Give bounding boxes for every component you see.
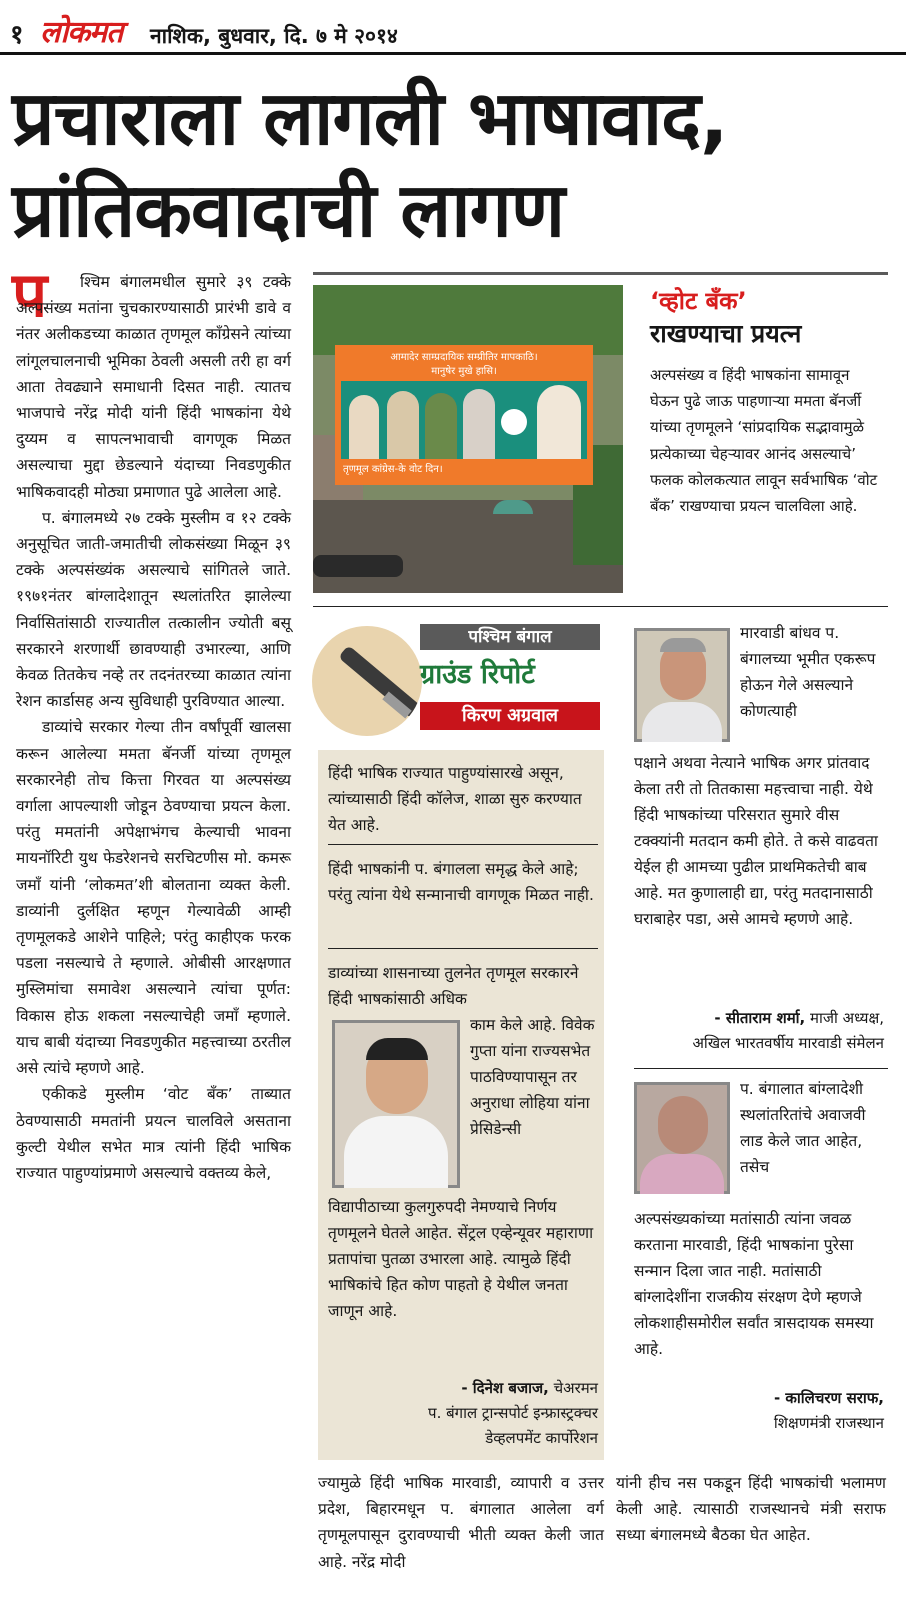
drop-cap: प: [12, 258, 48, 331]
divider-1: [313, 606, 888, 607]
article-body-right: यांनी हीच नस पकडून हिंदी भाषकांची भलामण केली आहे. त्यासाठी राजस्थानचे मंत्री सराफ सध्या बंगालमध्ये बैठका घेत आहेत.: [616, 1474, 886, 1545]
portrait-sitaram-sharma: [634, 628, 730, 742]
left-paragraph-3: डाव्यांचे सरकार गेल्या तीन वर्षांपूर्वी खालसा करून आलेल्या ममता बॅनर्जी यांच्या तृणमूल सरकारनेही तोच कित्ता गिरवत या अल्पसंख्य वर्गाला आपल्याशी जोडून ठेवण्याचा प्रयत्न केला. परंतु ममतांनी अपेक्षाभंगच केल्याची भावना मायनॉरिटी युथ फेडरेशनचे सरचिटणीस मो. कमरू जमाँ यांनी ‘लोकमत’शी बोलताना व्यक्त केली. डाव्यांनी दुर्लक्षित म्हणून गेल्यावेळी आम्ही तृणमूलकडे आशेने पाहिले; परंतु काहीएक फरक पडला नसल्याचे ते म्हणाले. ओबीसी आरक्षणात मुस्लिमांचा समावेश असल्याने त्यांचा पूर्णत: विकास होऊ शकला नसल्याचेही जमाँ म्हणाले. याच बाबी यंदाच्या निवडणुकीत महत्त्वाच्या ठरतील असे त्यांचे म्हणणे आहे.: [16, 718, 291, 1078]
quote-2: हिंदी भाषकांनी प. बंगालला समृद्ध केले आहे; परंतु त्यांना येथे सन्मानाची वागणूक मिळत नाही.: [328, 860, 594, 904]
news-photo: [313, 285, 623, 593]
sig-name-dinesh: - दिनेश बजाज,: [461, 1379, 549, 1397]
quote-1: हिंदी भाषिक राज्यात पाहुण्यांसारखे असून, त्यांच्यासाठी हिंदी कॉलेज, शाळा सुरु करण्यात येत आहे.: [328, 764, 582, 834]
ground-report-label-text: ग्राउंड रिपोर्ट: [420, 659, 535, 690]
sidebar-title: राखण्याचा प्रयत्न: [650, 319, 802, 348]
ground-report-label: [420, 652, 600, 698]
campaign-banner: [335, 345, 593, 485]
signature-sitaram-sharma: [600, 1006, 884, 1056]
left-paragraph-2: प. बंगालमध्ये २७ टक्के मुस्लीम व १२ टक्के अनुसूचित जाती-जमातीची लोकसंख्या मिळून ३९ टक्के अल्पसंख्यंक असल्याचे सांगितले जाते. १९७१नंतर बांग्लादेशातून स्थलांतरित झालेल्या निर्वासितांसाठी राज्यातील तत्कालीन ज्योती बसू सरकारने शरणार्थी छावण्याही उभारल्या, आणि केवळ तितकेच नव्हे तर तदनंतरच्या काळात त्यांना रेशन कार्डासह अन्य सुविधाही पुरविण्यात आल्या.: [16, 508, 291, 711]
quote-divider-1: [328, 844, 598, 845]
banner-footer: तृणमूल कांग्रेस-के वोट दिन।: [343, 464, 443, 475]
quote-saraf-side: प. बंगालात बांग्लादेशी स्थलांतरितांचे अवाजवी लाड केले जात आहेत, तसेच: [740, 1080, 866, 1176]
sig-name-saraf: - कालिचरण सराफ,: [773, 1389, 884, 1407]
ground-report-reporter: किरण अग्रवाल: [420, 702, 600, 730]
quote-3-side: काम केले आहे. विवेक गुप्ता यांना राज्यसभेत पाठविण्यापासून तर अनुराधा लोहिया यांना प्रेसिडेन्सी: [470, 1016, 595, 1138]
newspaper-logo: लोकमत: [40, 15, 123, 50]
sig-role-dinesh-2: प. बंगाल ट्रान्सपोर्ट इन्फ्रास्ट्रक्चर: [428, 1404, 598, 1422]
page-number: १: [10, 20, 24, 50]
sig-role-sharma-1: माजी अध्यक्ष,: [810, 1009, 884, 1027]
quote-3-top: डाव्यांच्या शासनाच्या तुलनेत तृणमूल सरकारने हिंदी भाषकांसाठी अधिक: [328, 964, 579, 1008]
quote-3-bottom: विद्यापीठाच्या कुलगुरुपदी नेमण्याचे निर्णय तृणमूलने घेतले आहेत. सेंट्रल एव्हेन्यूवर महाराणा प्रतापांचा पुतळा उभारला आहे. त्यामुळे हिंदी भाषिकांचे हित कोण पाहतो हे येथील जनता जाणून आहे.: [328, 1198, 594, 1320]
headline-line-2: प्रांतिकवादाची लागण: [12, 166, 565, 254]
sig-name-sharma: - सीताराम शर्मा,: [714, 1009, 806, 1027]
ground-report-region: पश्चिम बंगाल: [420, 624, 600, 650]
headline-line-1: प्रचाराला लागली भाषावाद,: [12, 74, 728, 162]
sig-role-dinesh-1: चेअरमन: [553, 1379, 598, 1397]
quote-saraf-body: अल्पसंख्यकांच्या मतांसाठी त्यांना जवळ करताना मारवाडी, हिंदी भाषकांना पुरेसा सन्मान दिला जात नाही. मतांसाठी बांग्लादेशींना राजकीय संरक्षण देणे म्हणजे लोकशाहीसमोरील सर्वांत त्रासदायक समस्या आहे.: [634, 1210, 874, 1358]
quote-divider-2: [328, 948, 598, 949]
dateline: नाशिक, बुधवार, दि. ७ मे २०१४: [150, 24, 398, 48]
portrait-kalicharan-saraf: [634, 1082, 730, 1194]
headline: [12, 72, 892, 256]
banner-line-1: आमादेर साम्प्रदायिक सम्प्रीतिर मापकाठि।: [390, 352, 538, 363]
sidebar-body: अल्पसंख्य व हिंदी भाषकांना सामावून घेऊन पुढे जाऊ पाहणाऱ्या ममता बॅनर्जी यांच्या तृणमूलने ‘सांप्रदायिक सद्भावामुळे प्रत्येकाच्या चेहऱ्यावर आनंद असल्याचे’ फलक कोलकत्यात लावून सर्वभाषिक ‘वोट बँक’ राखण्याचा प्रयत्न चालविला आहे.: [650, 366, 878, 516]
section-rule: [313, 272, 888, 275]
quote-sharma-body: पक्षाने अथवा नेत्याने भाषिक अगर प्रांतवाद केला तरी तो तितकासा महत्त्वाचा नाही. येथे हिंदी भाषकांच्या परिसरात सुमारे वीस टक्क्यांनी मतदान कमी होते. ते कसे वाढवता येईल ही आमच्या पुढील प्राथमिकतेची बाब आहे. मत कुणालाही द्या, परंतु मतदानासाठी घराबाहेर पडा, असे आमचे म्हणणे आहे.: [634, 754, 878, 928]
sidebar-kicker: ‘व्होट बँक’: [650, 287, 747, 315]
article-body-middle: ज्यामुळे हिंदी भाषिक मारवाडी, व्यापारी व उत्तर प्रदेश, बिहारमधून प. बंगालात आलेला वर्ग तृणमूलपासून दुरावण्याची भीती व्यक्त केली जात आहे. नरेंद्र मोदी: [318, 1474, 604, 1571]
sig-role-sharma-2: अखिल भारतवर्षीय मारवाडी संमेलन: [692, 1034, 884, 1052]
sig-role-dinesh-3: डेव्हलपमेंट कार्पोरेशन: [485, 1429, 598, 1447]
divider-right: [634, 1068, 888, 1069]
left-paragraph-4: एकीकडे मुस्लीम ‘वोट बँक’ ताब्यात ठेवण्यासाठी ममतांनी प्रयत्न चालविले असताना कुल्टी येथील सभेत मात्र त्यांनी हिंदी भाषिक राज्यात पाहुण्यांप्रमाणे असल्याचे वक्तव्य केले,: [16, 1085, 291, 1182]
left-paragraph-1: श्चिम बंगालमधील सुमारे ३९ टक्के अल्पसंख्य मतांना चुचकारण्यासाठी प्रारंभी डावे व नंतर अलीकडच्या काळात तृणमूल काँग्रेसने त्यांच्या लांगूलचालनाची भूमिका ठेवली असली तरी हा वर्ग आता तेवढ्याने समाधानी दिसत नाही. त्यातच भाजपाचे नरेंद्र मोदी यांनी हिंदी भाषकांना येथे दुय्यम व सापत्नभावाची वागणूक मिळत असल्याचा मुद्दा छेडल्याने यंदाच्या निवडणुकीत भाषिकवादही मोठ्या प्रमाणात पुढे आलेला आहे.: [16, 273, 291, 501]
banner-line-2: मानुषेर मुखे हासि।: [431, 366, 497, 377]
masthead-rule: [0, 52, 906, 55]
portrait-dinesh-bajaj: [332, 1020, 460, 1188]
pen-icon: [312, 626, 422, 736]
signature-kalicharan-saraf: [600, 1386, 884, 1436]
quote-sharma-side: मारवाडी बांधव प. बंगालच्या भूमीत एकरूप होऊन गेले असल्याने कोणत्याही: [740, 624, 876, 720]
signature-dinesh-bajaj: [328, 1376, 598, 1451]
article-body-left: [16, 269, 291, 1186]
banner-people: [341, 381, 587, 459]
sig-role-saraf-1: शिक्षणमंत्री राजस्थान: [773, 1414, 884, 1432]
